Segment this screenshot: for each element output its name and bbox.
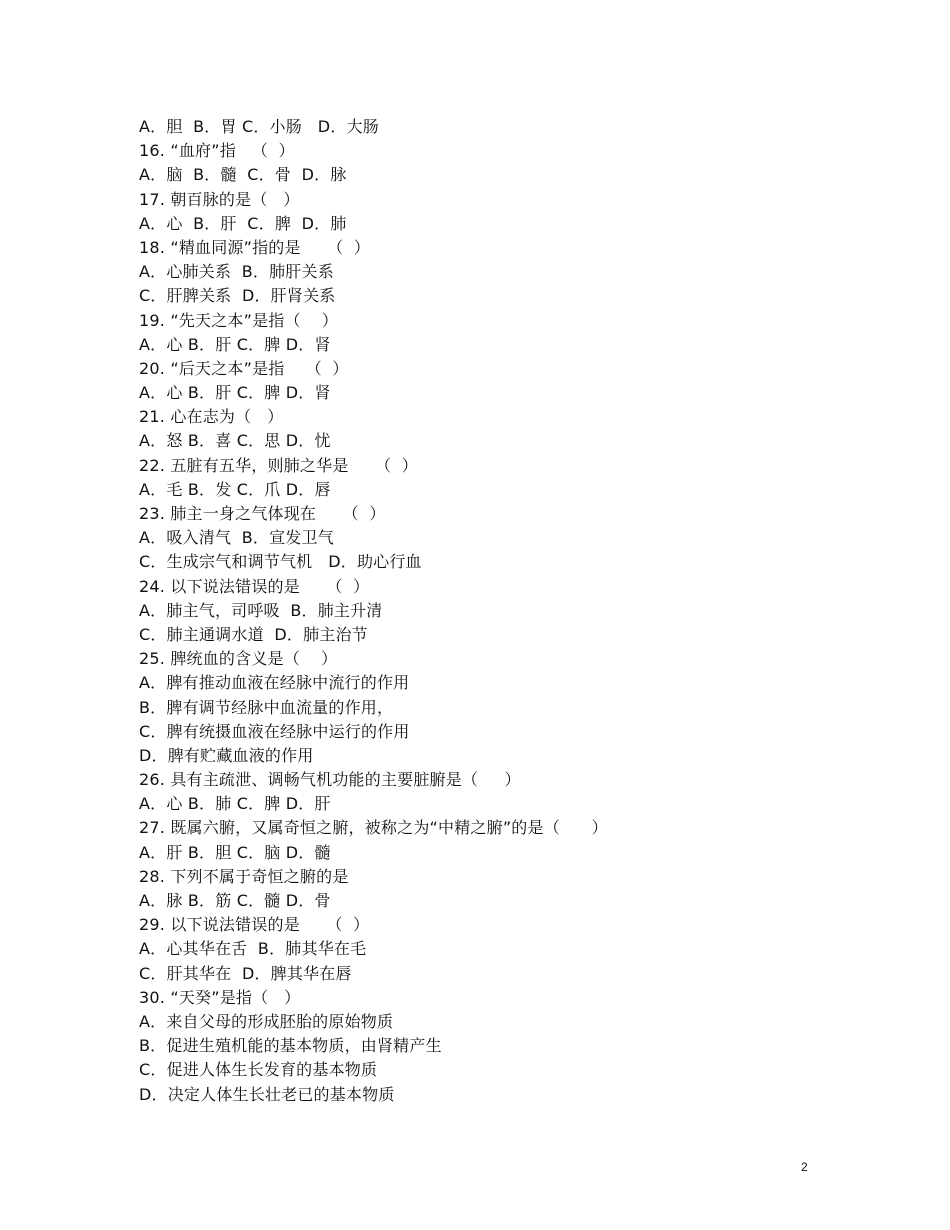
answer-options: C．肺主通调水道 D．肺主治节	[139, 624, 368, 644]
answer-options: C．肝脾关系 D．肝肾关系	[139, 286, 336, 306]
answer-options: A．肝 B．胆 C．脑 D．髓	[139, 842, 331, 862]
answer-options: A．吸入清气 B．宣发卫气	[139, 528, 334, 548]
answer-options: A．脉 B．筋 C．髓 D．骨	[139, 891, 331, 910]
question-19: 19. “先天之本”是指（ ）	[139, 310, 339, 330]
answer-options: A．怒 B．喜 C．思 D．忧	[139, 431, 331, 451]
answer-options: A．胆 B．胃 C．小肠 D．大肠	[139, 117, 379, 136]
question-29: 29. 以下说法错误的是 （ ）	[139, 915, 370, 935]
answer-options: A．心 B．肺 C．脾 D．肝	[139, 794, 331, 814]
answer-options: A．心其华在舌 B．肺其华在毛	[139, 939, 367, 959]
answer-options: C．肝其华在 D．脾其华在唇	[139, 963, 352, 983]
answer-options: A．肺主气，司呼吸 B．肺主升清	[139, 600, 383, 620]
question-20: 20. “后天之本”是指 （ ）	[139, 358, 349, 378]
answer-option-b: B．脾有调节经脉中血流量的作用，	[139, 697, 394, 717]
question-22: 22. 五脏有五华，则肺之华是 （ ）	[139, 455, 418, 475]
answer-option-d: D．决定人体生长壮老已的基本物质	[139, 1084, 395, 1104]
page-number: 2	[801, 1160, 808, 1174]
question-23: 23. 肺主一身之气体现在 （ ）	[139, 504, 386, 523]
answer-option-c: C．脾有统摄血液在经脉中运行的作用	[139, 721, 410, 741]
answer-options: A．心肺关系 B．肺肝关系	[139, 262, 334, 282]
document-body	[139, 115, 839, 1107]
question-28: 28. 下列不属于奇恒之腑的是	[139, 866, 349, 886]
answer-options: A．毛 B．发 C．爪 D．唇	[139, 479, 331, 499]
answer-option-d: D．脾有贮藏血液的作用	[139, 745, 314, 765]
question-18: 18. “精血同源”指的是 （ ）	[139, 237, 371, 257]
answer-options: A．心 B．肝 C．脾 D．肾	[139, 334, 331, 354]
question-16: 16. “血府”指 （ ）	[139, 141, 295, 161]
question-30: 30. “天癸”是指（ ）	[139, 987, 301, 1007]
answer-option-c: C．促进人体生长发育的基本物质	[139, 1060, 378, 1080]
answer-options: C．生成宗气和调节气机 D．助心行血	[139, 552, 422, 572]
question-26: 26. 具有主疏泄、调畅气机功能的主要脏腑是（ ）	[139, 770, 521, 790]
answer-options: A．心 B．肝 C．脾 D．肺	[139, 213, 347, 233]
question-21: 21. 心在志为（ ）	[139, 407, 284, 427]
question-17: 17. 朝百脉的是（ ）	[139, 189, 300, 209]
answer-option-b: B．促进生殖机能的基本物质，由肾精产生	[139, 1036, 442, 1056]
question-25: 25. 脾统血的含义是（ ）	[139, 649, 338, 669]
answer-option-a: A．来自父母的形成胚胎的原始物质	[139, 1011, 394, 1031]
question-24: 24. 以下说法错误的是 （ ）	[139, 576, 370, 596]
answer-options: A．脑 B．髓 C．骨 D．脉	[139, 165, 347, 185]
answer-option-a: A．脾有推动血液在经脉中流行的作用	[139, 673, 410, 693]
answer-options: A．心 B．肝 C．脾 D．肾	[139, 383, 331, 403]
question-27: 27. 既属六腑，又属奇恒之腑，被称之为“中精之腑”的是（ ）	[139, 818, 608, 838]
